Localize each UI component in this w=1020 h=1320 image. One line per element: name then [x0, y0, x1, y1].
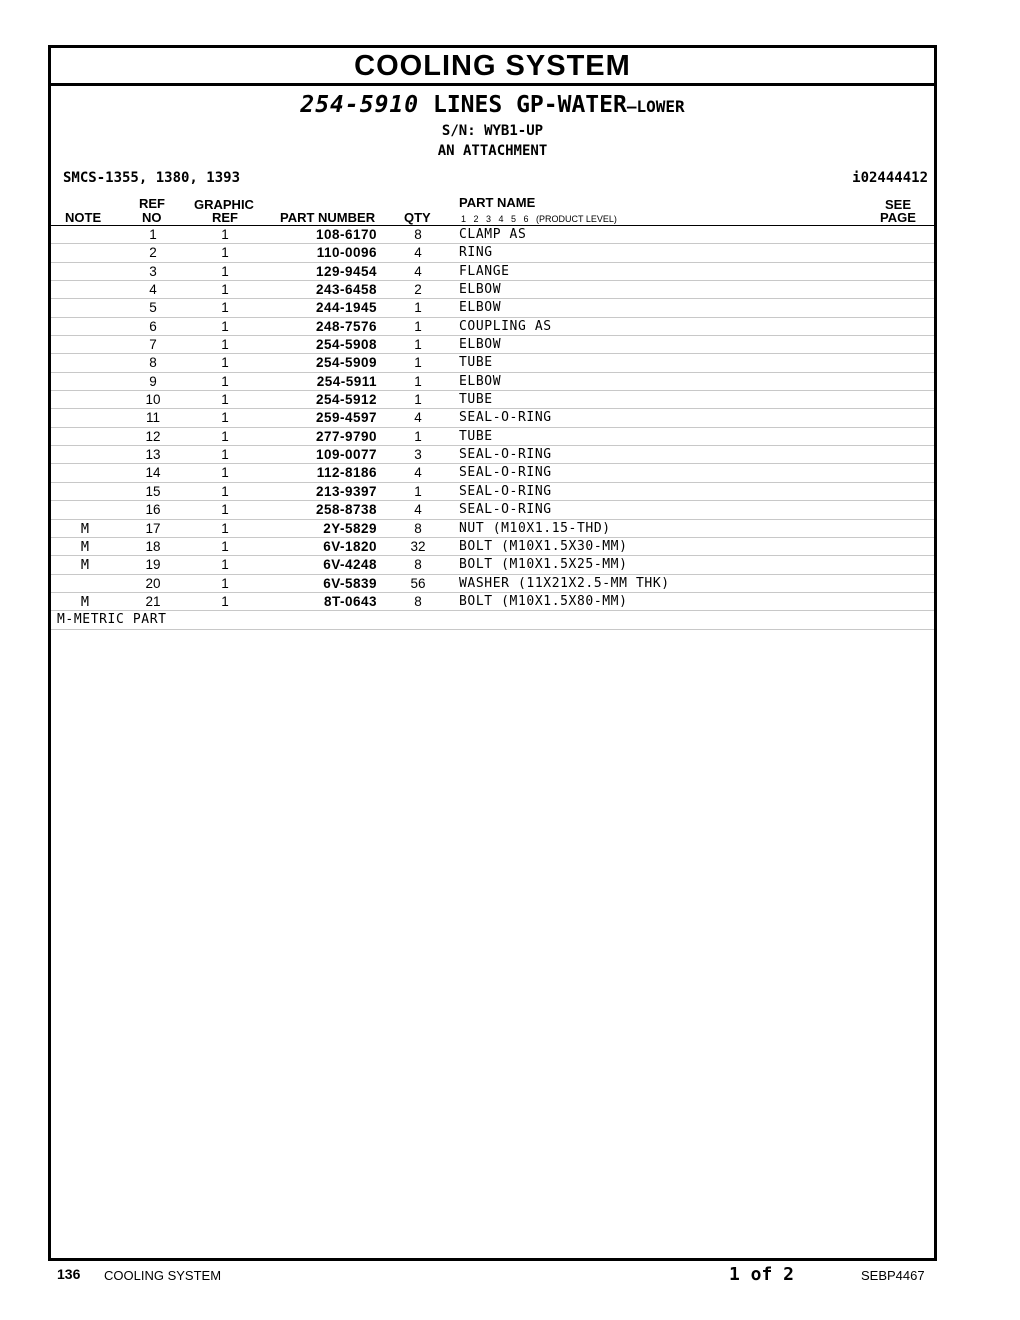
table-row: [51, 244, 934, 262]
cell-part-number: 2Y-5829: [323, 520, 377, 536]
cell-part-number: 109-0077: [315, 447, 377, 463]
cell-qty: 1: [414, 373, 422, 389]
cell-part-name: SEAL-O-RING: [459, 483, 552, 499]
cell-part-number: 6V-5839: [323, 575, 377, 591]
cell-graphic-ref: 1: [221, 575, 229, 591]
publication-number: SEBP4467: [861, 1268, 925, 1283]
cell-graphic-ref: 1: [221, 520, 229, 536]
page-number: 136: [57, 1266, 81, 1282]
cell-part-name: TUBE: [459, 355, 493, 371]
cell-part-number: 6V-4248: [323, 557, 377, 573]
cell-graphic-ref: 1: [221, 502, 229, 518]
cell-part-number: 254-5911: [316, 373, 377, 389]
cell-part-number: 108-6170: [315, 227, 377, 242]
cell-note: M: [80, 520, 90, 537]
cell-part-number: 254-5912: [315, 392, 377, 408]
table-row: [51, 538, 934, 556]
cell-graphic-ref: 1: [221, 263, 229, 279]
cell-part-name: COUPLING AS: [459, 318, 552, 334]
cell-ref: 19: [145, 557, 161, 573]
table-row: [51, 464, 934, 482]
cell-graphic-ref: 1: [221, 538, 229, 554]
col-part-name: PART NAME: [459, 195, 536, 210]
cell-part-name: ELBOW: [459, 300, 502, 316]
cell-ref: 6: [149, 318, 157, 334]
illustration-id: i02444412: [852, 170, 928, 186]
table-row: [51, 446, 934, 464]
cell-ref: 13: [145, 447, 161, 463]
cell-part-name: TUBE: [459, 428, 493, 444]
table-row: [51, 483, 934, 501]
cell-ref: 15: [145, 483, 161, 499]
col-graphic-bottom: REF: [212, 210, 238, 225]
cell-part-number: 248-7576: [315, 318, 377, 334]
table-row: [51, 520, 934, 538]
cell-part-number: 112-8186: [316, 465, 377, 481]
cell-qty: 1: [414, 318, 422, 334]
col-see-bottom: PAGE: [880, 210, 916, 225]
cell-qty: 8: [414, 593, 422, 609]
cell-part-name: BOLT (M10X1.5X30-MM): [459, 538, 628, 554]
cell-qty: 8: [414, 520, 422, 536]
parts-table: [51, 226, 934, 630]
cell-qty: 4: [414, 465, 422, 481]
cell-ref: 17: [145, 520, 161, 536]
cell-graphic-ref: 1: [221, 300, 229, 316]
col-ref-bottom: NO: [142, 210, 162, 225]
footer-section: COOLING SYSTEM: [104, 1268, 222, 1283]
cell-qty: 4: [414, 502, 422, 518]
cell-part-name: TUBE: [459, 392, 493, 408]
cell-part-number: 8T-0643: [323, 593, 377, 609]
cell-ref: 1: [149, 227, 157, 242]
cell-part-number: 6V-1820: [323, 538, 377, 554]
cell-qty: 56: [410, 575, 426, 591]
cell-ref: 16: [145, 502, 161, 518]
title-divider: [51, 83, 934, 86]
table-row: [51, 226, 934, 244]
cell-qty: 1: [414, 355, 422, 371]
cell-qty: 8: [414, 227, 422, 242]
table-row: [51, 556, 934, 574]
cell-part-number: 259-4597: [315, 410, 377, 426]
cell-qty: 8: [414, 557, 422, 573]
table-row: [51, 354, 934, 372]
table-row: [51, 299, 934, 317]
cell-qty: 2: [414, 282, 422, 298]
cell-qty: 1: [414, 483, 422, 499]
group-name: LINES GP-WATER: [432, 92, 627, 118]
cell-graphic-ref: 1: [221, 373, 229, 389]
cell-note: M: [80, 593, 90, 610]
col-note: NOTE: [65, 210, 102, 225]
footnote-metric: M-METRIC PART: [57, 612, 167, 628]
cell-graphic-ref: 1: [221, 337, 229, 353]
cell-part-number: 110-0096: [316, 245, 377, 261]
cell-part-number: 129-9454: [315, 263, 377, 279]
table-row: [51, 263, 934, 281]
cell-part-name: BOLT (M10X1.5X25-MM): [459, 557, 628, 573]
footnote-row: [51, 611, 934, 629]
cell-part-name: RING: [459, 245, 493, 261]
cell-graphic-ref: 1: [221, 392, 229, 408]
cell-part-name: WASHER (11X21X2.5-MM THK): [459, 575, 670, 591]
cell-part-name: SEAL-O-RING: [459, 502, 552, 518]
serial-number: S/N: WYB1-UP: [441, 123, 544, 139]
cell-ref: 4: [149, 282, 157, 298]
cell-part-name: SEAL-O-RING: [459, 410, 552, 426]
smcs-codes: SMCS-1355, 1380, 1393: [63, 170, 241, 186]
col-graphic-top: GRAPHIC: [194, 197, 254, 212]
table-row: [51, 409, 934, 427]
cell-graphic-ref: 1: [221, 428, 229, 444]
table-row: [51, 501, 934, 519]
cell-part-name: BOLT (M10X1.5X80-MM): [459, 593, 628, 609]
cell-part-name: SEAL-O-RING: [459, 465, 552, 481]
attachment-type: AN ATTACHMENT: [437, 143, 548, 159]
cell-ref: 7: [149, 337, 157, 353]
table-row: [51, 428, 934, 446]
cell-ref: 5: [149, 300, 157, 316]
table-row: [51, 336, 934, 354]
table-row: [51, 575, 934, 593]
cell-ref: 2: [149, 245, 157, 261]
cell-ref: 18: [145, 538, 161, 554]
cell-qty: 1: [414, 392, 422, 408]
table-row: [51, 593, 934, 611]
cell-part-name: SEAL-O-RING: [459, 447, 552, 463]
cell-qty: 1: [414, 428, 422, 444]
cell-part-number: 277-9790: [315, 428, 377, 444]
cell-graphic-ref: 1: [221, 593, 229, 609]
cell-graphic-ref: 1: [221, 410, 229, 426]
cell-qty: 4: [414, 410, 422, 426]
cell-ref: 3: [149, 263, 157, 279]
cell-part-name: ELBOW: [459, 337, 502, 353]
cell-qty: 4: [414, 263, 422, 279]
cell-graphic-ref: 1: [221, 318, 229, 334]
group-suffix: –LOWER: [626, 97, 685, 116]
table-row: [51, 373, 934, 391]
col-see-top: SEE: [885, 197, 912, 212]
cell-qty: 1: [414, 337, 422, 353]
cell-ref: 8: [149, 355, 157, 371]
cell-qty: 4: [414, 245, 422, 261]
cell-part-name: NUT (M10X1.15-THD): [459, 520, 611, 536]
cell-part-number: 213-9397: [315, 483, 377, 499]
col-part-number: PART NUMBER: [280, 210, 376, 225]
cell-part-number: 244-1945: [315, 300, 377, 316]
cell-graphic-ref: 1: [221, 447, 229, 463]
page-of: 1 of 2: [729, 1264, 795, 1285]
table-row: [51, 391, 934, 409]
cell-part-name: ELBOW: [459, 373, 502, 389]
cell-note: M: [80, 557, 90, 574]
cell-part-name: FLANGE: [459, 263, 510, 279]
group-heading: [51, 92, 934, 118]
cell-part-number: 254-5908: [315, 337, 377, 353]
cell-graphic-ref: 1: [221, 227, 229, 242]
cell-part-name: CLAMP AS: [459, 227, 527, 242]
table-row: [51, 281, 934, 299]
cell-part-name: ELBOW: [459, 282, 502, 298]
cell-graphic-ref: 1: [221, 465, 229, 481]
cell-ref: 10: [145, 392, 161, 408]
col-qty: QTY: [404, 210, 431, 225]
col-ref-top: REF: [139, 196, 165, 211]
cell-ref: 9: [149, 373, 157, 389]
cell-graphic-ref: 1: [221, 282, 229, 298]
cell-qty: 1: [414, 300, 422, 316]
col-product-level: 1 2 3 4 5 6 (PRODUCT LEVEL): [461, 214, 617, 224]
cell-graphic-ref: 1: [221, 245, 229, 261]
cell-graphic-ref: 1: [221, 483, 229, 499]
cell-qty: 3: [414, 447, 422, 463]
page-title: COOLING SYSTEM: [354, 50, 631, 82]
cell-part-number: 258-8738: [315, 502, 377, 518]
cell-part-number: 254-5909: [315, 355, 377, 371]
group-number: 254-5910: [300, 92, 420, 118]
cell-ref: 20: [145, 575, 161, 591]
cell-ref: 21: [145, 593, 161, 609]
cell-note: M: [80, 538, 90, 555]
cell-ref: 11: [145, 410, 160, 426]
table-row: [51, 318, 934, 336]
cell-ref: 12: [145, 428, 161, 444]
cell-qty: 32: [410, 538, 426, 554]
cell-graphic-ref: 1: [221, 557, 229, 573]
parts-page-frame: [48, 45, 937, 1261]
cell-graphic-ref: 1: [221, 355, 229, 371]
cell-ref: 14: [145, 465, 161, 481]
cell-part-number: 243-6458: [315, 282, 377, 298]
